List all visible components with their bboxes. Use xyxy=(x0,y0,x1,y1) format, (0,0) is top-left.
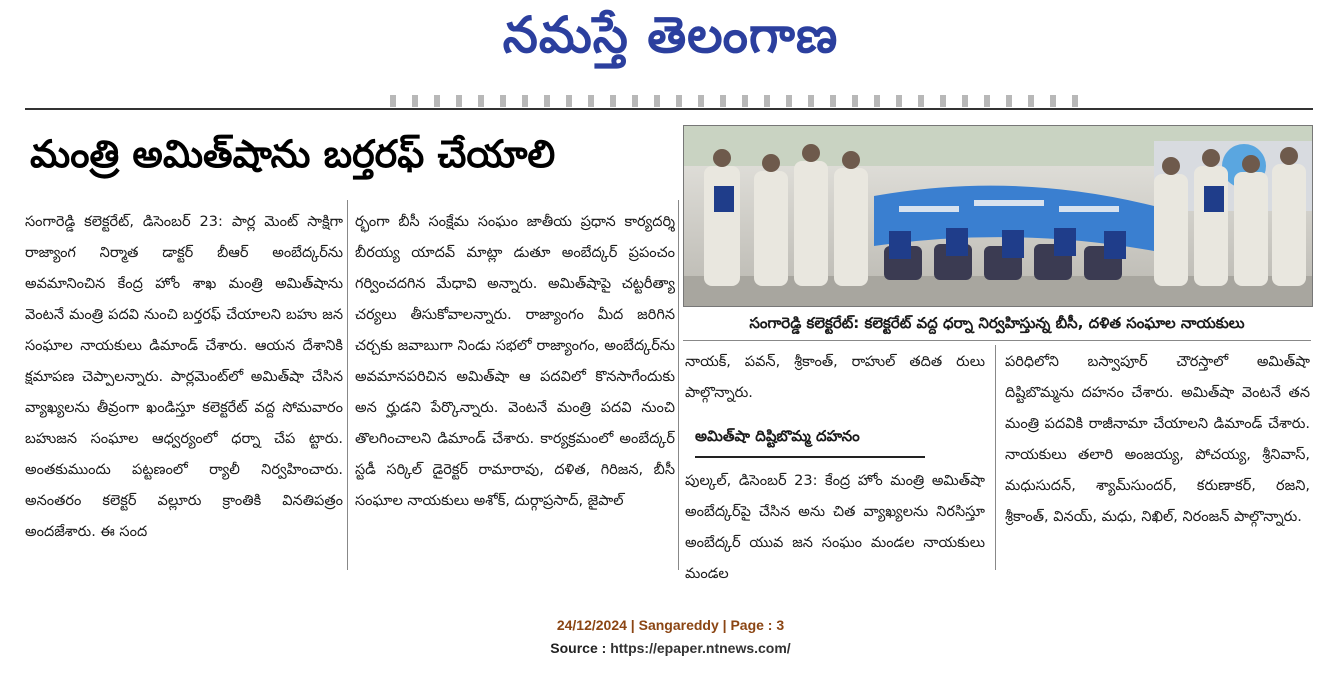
source-link[interactable]: https://epaper.ntnews.com/ xyxy=(610,640,791,656)
article-headline: మంత్రి అమిత్‌షాను బర్తరఫ్ చేయాలి xyxy=(30,132,556,176)
column-divider xyxy=(678,200,679,570)
article-column-1 xyxy=(25,207,343,567)
photo-caption: సంగారెడ్డి కలెక్టరేట్: కలెక్టరేట్ వద్ద ధర్నా నిర్వహిస్తున్న బీసీ, దళిత సంఘాల నాయకులు xyxy=(683,306,1311,341)
masthead xyxy=(0,0,1341,82)
article-column-4 xyxy=(1005,347,1310,572)
column-4-text: పరిధిలోని బస్వాపూర్ చౌరస్తాలో అమిత్‌షా దిష్టిబొమ్మను దహనం చేశారు. అమిత్‌షా వెంటనే తన మంత్రి పదవికి రాజీనామా చేయాలని డిమాండ్ చేశారు. నాయకులు తలారి అంజయ్య, పోచయ్య, శ్రీనివాస్, మధుసుదన్, శ్యామ్‌సుందర్, కరుణాకర్, రజని, శ్రీకాంత్, వినయ్, మధు, నిఖిల్, నిరంజన్ పాల్గొన్నారు. xyxy=(1005,354,1310,525)
clipped-previous-text xyxy=(390,95,1090,107)
protest-photo xyxy=(683,125,1313,307)
column-2-text: ర్భంగా బీసీ సంక్షేమ సంఘం జాతీయ ప్రధాన కార్యదర్శి బీరయ్య యాదవ్ మాట్లా డుతూ అంబేద్కర్ ప్రపంచం గర్వించదగిన మేధావి అన్నారు. అమిత్‌షాపై చట్టరీత్యా చర్యలు తీసుకోవాలన్నారు. రాజ్యాంగం మీద జరిగిన చర్చకు జవాబుగా నిండు సభలో రాజ్యాంగం, అంబేద్కర్‌ను అవమానపరిచిన అమిత్‌షా ఆ పదవిలో కొనసాగేందుకు అన ర్హుడని పేర్కొన్నారు. వెంటనే మంత్రి పదవి నుంచి తొలగించాలని డిమాండ్ చేశారు. కార్యక్రమంలో అంబేద్కర్ స్టడీ సర్కిల్ డైరెక్టర్ రామారావు, దళిత, గిరిజన, బీసీ సంఘాల నాయకులు అశోక్, దుర్గాప్రసాద్, జైపాల్ xyxy=(355,214,675,509)
column-divider xyxy=(995,345,996,570)
protest-photo-illustration xyxy=(684,126,1312,306)
footer-source xyxy=(0,640,1341,656)
column-1-text: సంగారెడ్డి కలెక్టరేట్, డిసెంబర్ 23: పార్ల మెంట్ సాక్షిగా రాజ్యాంగ నిర్మాత డాక్టర్ బీఆర్ అంబేద్కర్‌ను అవమానించిన కేంద్ర హోం శాఖ మంత్రి అమిత్‌షాను వెంటనే మంత్రి పదవి నుంచి బర్తరఫ్ చేయాలని బహు జన సంఘాల నాయకులు డిమాండ్ చేశారు. ఆయన దేశానికి క్షమాపణ చెప్పాలన్నారు. పార్లమెంట్‌లో అమిత్‌షా చేసిన వ్యాఖ్యలను తీవ్రంగా ఖండిస్తూ కలెక్టరేట్ వద్ద సోమవారం బహుజన సంఘాల ఆధ్వర్యంలో ధర్నా చేప ట్టారు. అంతకుముందు పట్టణంలో ర్యాలీ నిర్వహించారు. అనంతరం కలెక్టర్ వల్లూరు క్రాంతికి వినతిపత్రం అందజేశారు. ఈ సంద xyxy=(25,214,343,540)
article-column-3 xyxy=(685,347,985,582)
column-divider xyxy=(347,200,348,570)
clip-border xyxy=(25,108,1313,110)
column-3-text-a: నాయక్, పవన్, శ్రీకాంత్, రాహుల్ తదిత రులు పాల్గొన్నారు. xyxy=(685,354,985,401)
source-label: Source : xyxy=(550,640,607,656)
footer-date-edition: 24/12/2024 | Sangareddy | Page : 3 xyxy=(556,617,785,633)
newspaper-logo: నమస్తే తెలంగాణ xyxy=(502,5,839,64)
article-subheading: అమిత్‌షా దిష్టిబొమ్మ దహనం xyxy=(695,421,925,458)
article-column-2 xyxy=(355,207,675,567)
column-3-text-b: పుల్కల్, డిసెంబర్ 23: కేంద్ర హోం మంత్రి అమిత్‌షా అంబేద్కర్‌పై చేసిన అను చిత వ్యాఖ్యలను నిరసిస్తూ అంబేద్కర్ యువ జన సంఘం మండల నాయకులు మండల xyxy=(685,473,985,582)
